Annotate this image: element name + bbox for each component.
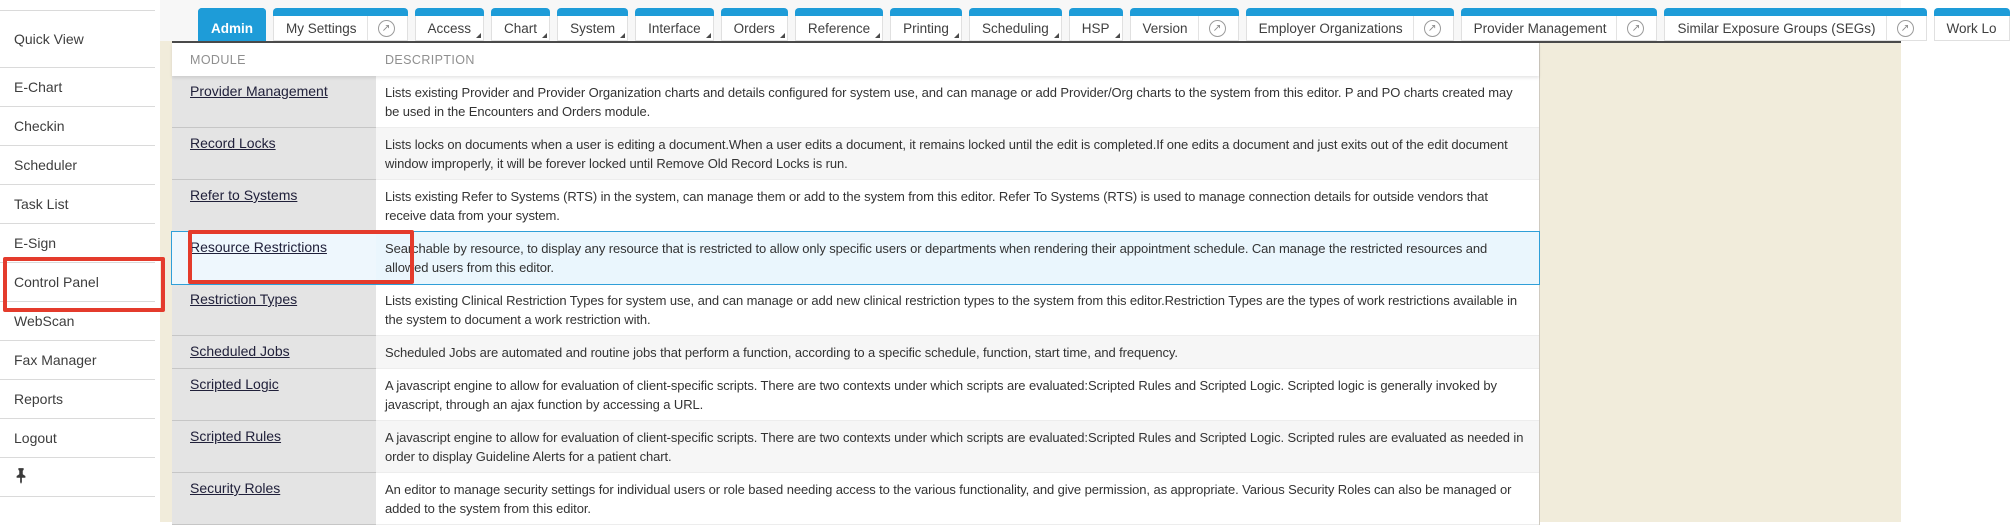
tab-employer-organizations[interactable] [1246,8,1454,41]
sidebar-item-label: WebScan [14,313,75,329]
tab-my-settings[interactable] [273,8,408,41]
tab-label: Employer Organizations [1258,20,1403,36]
external-link-icon[interactable]: ↗ [1413,16,1441,40]
tab-orders[interactable] [721,8,788,41]
module-cell [172,76,376,128]
tab-label: Orders [733,20,775,36]
description-cell: Lists locks on documents when a user is editing a document.When a user edits a document, it remains locked until the edit is completed.If one edits a document and just exits out of the edit document window improperly, it will be forever locked until Remove Old Record Locks is run. [376,128,1539,180]
sidebar-item-label: E-Chart [14,79,63,95]
module-link-scripted-rules[interactable]: Scripted Rules [190,428,282,444]
table-body [172,76,1539,525]
sidebar-item-checkin[interactable] [0,107,155,146]
tab-label: My Settings [286,20,357,36]
sidebar-item-label: Control Panel [14,274,99,290]
description-cell: Lists existing Refer to Systems (RTS) in the system, can manage them or add to the system from this editor. Refer To Systems (RTS) is used to manage connection details for outside vendors that receive data from your system. [376,180,1539,232]
sidebar [0,0,160,522]
module-link-restriction-types[interactable]: Restriction Types [190,291,298,307]
sidebar-item-label: Quick View [14,31,84,47]
tab-label: Work Lo [1946,20,1997,36]
sidebar-item-label: Reports [14,391,64,407]
sidebar-item-label: E-Sign [14,235,57,251]
external-link-icon[interactable]: ↗ [1886,16,1914,40]
tab-label: Interface [648,20,701,36]
table-row [172,284,1539,336]
table-row [172,232,1539,284]
main-area [160,0,1997,522]
tab-access[interactable] [415,8,485,41]
description-cell: A javascript engine to allow for evaluation of client-specific scripts. There are two contexts under which scripts are evaluated:Scripted Rules and Scripted Logic. Scripted logic is generally invoked by javascript, through an ajax function by accessing a URL. [376,369,1539,421]
description-cell: Searchable by resource, to display any resource that is restricted to allow only specific users or departments when rendering their appointment schedule. Can manage the restricted resources and allowed users from this editor. [376,232,1539,284]
sidebar-item-label: Fax Manager [14,352,97,368]
sidebar-item-label: Task List [14,196,69,212]
table-header-row [172,43,1539,76]
pin-icon [14,468,28,487]
module-cell [172,369,376,421]
table-row [172,336,1539,369]
sidebar-item-logout[interactable] [0,419,155,458]
tab-label: System [570,20,616,36]
module-cell [172,336,376,369]
external-link-icon[interactable]: ↗ [1198,16,1226,40]
module-link-security-roles[interactable]: Security Roles [190,480,281,496]
tab-label: Reference [807,20,871,36]
sidebar-item-label: Scheduler [14,157,78,173]
content-area [160,41,1901,522]
tab-chart[interactable] [491,8,550,41]
tab-label: Similar Exposure Groups (SEGs) [1677,20,1876,36]
module-link-resource-restrictions[interactable]: Resource Restrictions [190,239,327,255]
sidebar-item-scheduler[interactable] [0,146,155,185]
module-link-record-locks[interactable]: Record Locks [190,135,276,151]
tab-system[interactable] [557,8,628,41]
tab-reference[interactable] [795,8,883,41]
module-cell [172,284,376,336]
tab-interface[interactable] [635,8,714,41]
sidebar-item-quick-view[interactable] [0,10,155,68]
module-link-provider-management[interactable]: Provider Management [190,83,328,99]
tab-bar [160,0,1997,41]
tab-work-lo[interactable] [1934,8,2010,41]
table-row [172,128,1539,180]
table-row [172,76,1539,128]
module-link-scheduled-jobs[interactable]: Scheduled Jobs [190,343,290,359]
description-cell: Scheduled Jobs are automated and routine jobs that perform a function, according to a specific schedule, function, start time, and frequency. [376,336,1539,369]
module-cell [172,180,376,232]
module-link-refer-to-systems[interactable]: Refer to Systems [190,187,298,203]
tab-admin[interactable] [198,8,266,41]
module-cell [172,232,376,284]
external-link-icon[interactable]: ↗ [367,16,395,40]
tab-label: Scheduling [981,20,1049,36]
sidebar-pin-item[interactable] [0,458,155,497]
module-cell [172,421,376,473]
tab-label: Admin [211,20,253,36]
sidebar-item-label: Checkin [14,118,65,134]
sidebar-item-label: Logout [14,430,57,446]
table-row [172,369,1539,421]
tab-printing[interactable] [890,8,962,41]
tab-label: Chart [504,20,538,36]
tab-label: Provider Management [1473,20,1607,36]
tab-label: Access [427,20,472,36]
modules-table [172,43,1540,525]
sidebar-item-webscan[interactable] [0,302,155,341]
tab-provider-management[interactable] [1461,8,1658,41]
tab-label: Printing [903,20,949,36]
description-cell: Lists existing Clinical Restriction Types for system use, and can manage or add new clinical restriction types to the system from this editor.Restriction Types are the types of work restrictions available in the system to document a work restriction with. [376,284,1539,336]
module-cell [172,473,376,525]
table-row [172,180,1539,232]
module-cell [172,128,376,180]
tab-similar-exposure-groups-segs[interactable] [1664,8,1926,41]
sidebar-item-control-panel[interactable] [0,263,155,302]
sidebar-item-reports[interactable] [0,380,155,419]
sidebar-item-task-list[interactable] [0,185,155,224]
column-header-description: DESCRIPTION [385,52,475,67]
description-cell: Lists existing Provider and Provider Organization charts and details configured for system use, and can manage or add Provider/Org charts to the system from this editor. P and PO charts created may be used in the Encounters and Orders module. [376,76,1539,128]
tab-hsp[interactable] [1069,8,1123,41]
sidebar-item-e-sign[interactable] [0,224,155,263]
external-link-icon[interactable]: ↗ [1616,16,1644,40]
table-row [172,473,1539,525]
tab-version[interactable] [1130,8,1239,41]
table-row [172,421,1539,473]
description-cell: A javascript engine to allow for evaluation of client-specific scripts. There are two contexts under which scripts are evaluated:Scripted Rules and Scripted Logic. Scripted rules are evaluated as needed in order to display Guideline Alerts for a patient chart. [376,421,1539,473]
description-cell: An editor to manage security settings for individual users or role based needing access to the various functionality, and give permission, as appropriate. Various Security Roles can also be managed or added to the system from this editor. [376,473,1539,525]
column-header-module: MODULE [190,52,246,67]
sidebar-item-e-chart[interactable] [0,68,155,107]
tab-label: Version [1142,20,1188,36]
tab-scheduling[interactable] [969,8,1062,41]
sidebar-list [0,10,160,497]
module-link-scripted-logic[interactable]: Scripted Logic [190,376,279,392]
tab-label: HSP [1081,20,1110,36]
sidebar-item-fax-manager[interactable] [0,341,155,380]
